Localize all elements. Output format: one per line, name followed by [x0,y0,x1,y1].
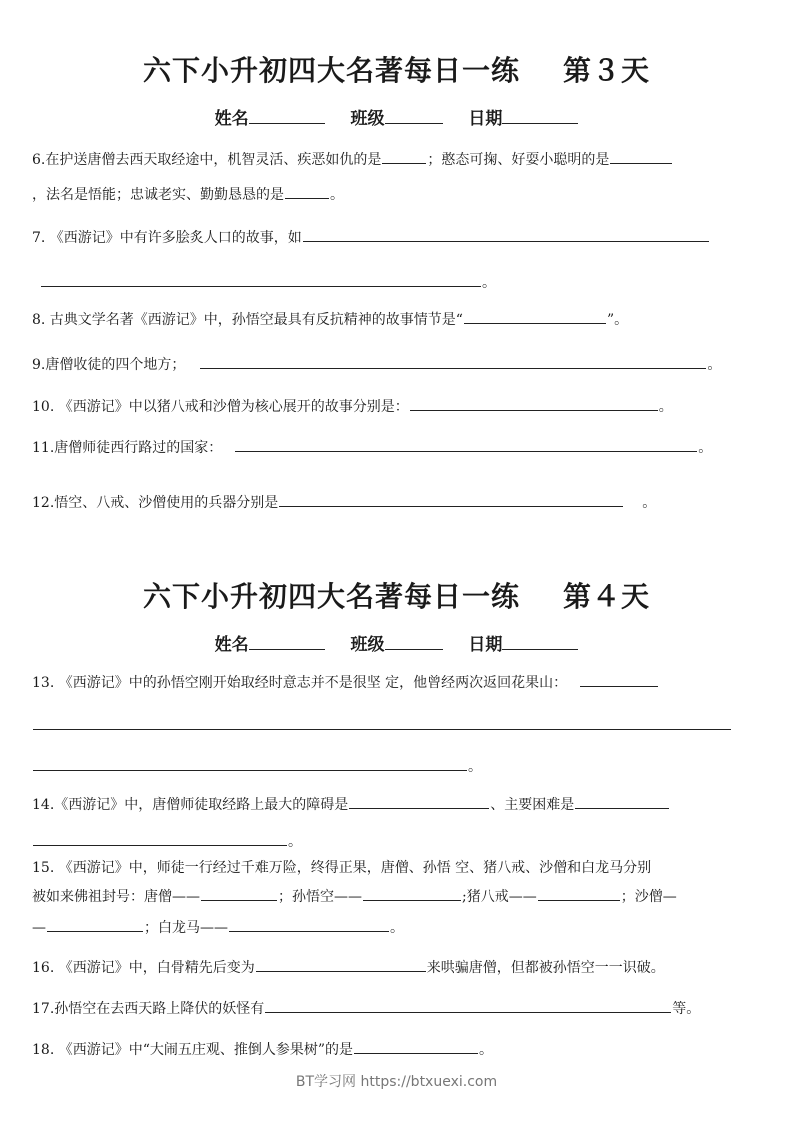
answer-blank[interactable] [201,899,277,901]
question-text: 8. 古典文学名著《西游记》中，孙悟空最具有反抗精神的故事情节是“ [32,312,463,328]
name-blank[interactable] [249,122,325,124]
answer-blank[interactable] [303,240,709,242]
day4-info-line [0,630,793,655]
question-text: 7. 《西游记》中有许多脍炙人口的故事，如 [32,230,302,246]
class-label: 班级 [350,109,385,129]
question-text: 。 [698,440,713,456]
day4-title: 六下小升初四大名著每日一练 第４天 [143,580,650,613]
day4-class-field [351,635,443,655]
question-text: 17.孙悟空在去西天路上降伏的妖怪有 [32,1001,265,1017]
question-13-line-2 [32,716,732,736]
question-text: ;猪八戒—— [462,889,537,905]
answer-blank[interactable] [265,1011,671,1013]
day4-name-field [215,635,325,655]
question-8 [32,310,628,330]
question-text: 16. 《西游记》中，白骨精先后变为 [32,960,255,976]
question-11 [32,438,712,458]
question-15-line-3 [32,918,404,938]
question-text: 11.唐僧师徒西行路过的国家： [32,440,223,456]
answer-blank[interactable] [382,162,426,164]
question-15-line-1 [32,858,651,878]
question-text: 。 [658,399,673,415]
footer-watermark: BT学习网 https://btxuexi.com [295,1074,498,1090]
question-text: 被如来佛祖封号：唐僧—— [32,889,200,905]
question-text: 、主要困难是 [490,797,575,813]
answer-blank[interactable] [285,197,329,199]
question-text: 。 [288,834,302,850]
question-text: ，法名是悟能；忠诚老实、勤勤恳恳的是 [32,187,284,203]
question-text: 。 [390,920,404,936]
question-text: 。 [707,357,722,373]
question-10 [32,397,673,417]
class-blank[interactable] [385,648,443,650]
question-text: ；白龙马—— [144,920,228,936]
question-6-line-2 [32,185,344,205]
day3-title: 六下小升初四大名著每日一练 第３天 [143,54,650,87]
question-text: 10. 《西游记》中以猪八戒和沙僧为核心展开的故事分别是： [32,399,409,415]
question-text: 14.《西游记》中，唐僧师徒取经路上最大的障碍是 [32,797,349,813]
question-9 [32,355,721,375]
day4-date-field [468,635,578,655]
question-13-line-3 [32,757,482,777]
answer-blank[interactable] [256,970,426,972]
question-text: 。 [330,187,344,203]
answer-blank[interactable] [538,899,620,901]
answer-blank[interactable] [229,930,389,932]
question-text: — [32,920,46,936]
answer-blank[interactable] [200,367,706,369]
question-6-line-1 [32,150,673,170]
date-label: 日期 [468,109,503,129]
answer-blank[interactable] [279,505,623,507]
date-blank[interactable] [502,648,578,650]
question-15-line-2 [32,887,677,907]
answer-blank[interactable] [235,450,697,452]
answer-blank[interactable] [33,728,731,730]
date-blank[interactable] [502,122,578,124]
question-text: ；憨态可掬、好耍小聪明的是 [427,152,610,168]
question-13-line-1 [32,673,659,693]
question-text: 。 [642,495,657,511]
question-text: 6.在护送唐僧去西天取经途中，机智灵活、疾恶如仇的是 [32,152,382,168]
answer-blank[interactable] [580,685,658,687]
question-text: ”。 [606,312,629,328]
date-label: 日期 [468,635,503,655]
answer-blank[interactable] [349,807,489,809]
answer-blank[interactable] [354,1052,478,1054]
day3-date-field [468,109,578,129]
question-14-line-1 [32,795,670,815]
question-7-line-2 [40,273,496,293]
question-text: 。 [479,1042,494,1058]
answer-blank[interactable] [363,899,461,901]
question-text: 12.悟空、八戒、沙僧使用的兵器分别是 [32,495,279,511]
class-blank[interactable] [385,122,443,124]
question-text: 13. 《西游记》中的孙悟空刚开始取经时意志并不是很坚 定，他曾经两次返回花果山： [32,675,568,691]
answer-blank[interactable] [41,285,481,287]
answer-blank[interactable] [610,162,672,164]
question-text: ；孙悟空—— [278,889,362,905]
question-text: ；沙僧— [620,889,677,905]
answer-blank[interactable] [464,322,606,324]
day3-name-field [215,109,325,129]
answer-blank[interactable] [33,844,287,846]
question-16 [32,958,665,978]
question-7-line-1 [32,228,710,248]
question-12 [32,493,656,513]
question-text: 9.唐僧收徒的四个地方； [32,357,186,373]
day3-info-line [0,104,793,129]
question-text: 15. 《西游记》中，师徒一行经过千难万险，终得正果，唐僧、孙悟 空、猪八戒、沙僧和白龙马分别 [32,860,652,876]
question-14-line-2 [32,832,302,852]
question-text: 。 [468,759,482,775]
name-blank[interactable] [249,648,325,650]
question-text: 来哄骗唐僧，但都被孙悟空一一识破。 [426,960,665,976]
question-text: 。 [482,275,496,291]
question-17 [32,999,700,1019]
answer-blank[interactable] [410,409,658,411]
question-text: 18. 《西游记》中“大闹五庄观、推倒人参果树”的是 [32,1042,354,1058]
name-label: 姓名 [214,635,249,655]
answer-blank[interactable] [47,930,143,932]
question-18 [32,1040,493,1060]
answer-blank[interactable] [33,769,467,771]
name-label: 姓名 [214,109,249,129]
day3-class-field [351,109,443,129]
question-text: 等。 [672,1001,701,1017]
class-label: 班级 [350,635,385,655]
answer-blank[interactable] [575,807,669,809]
